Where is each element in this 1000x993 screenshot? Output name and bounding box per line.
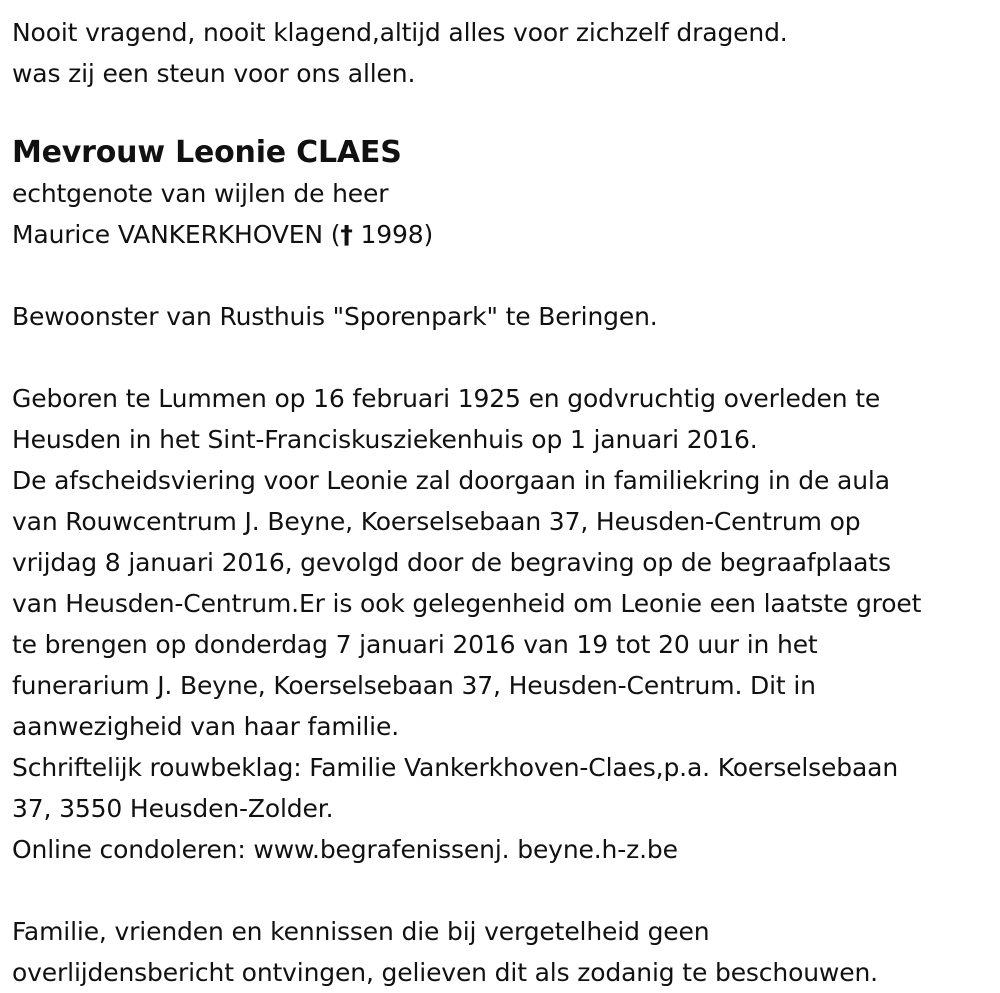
dagger-icon: † — [340, 220, 353, 249]
spacer-after-details — [12, 870, 994, 911]
spouse-year-suffix: 1998) — [352, 220, 434, 249]
spouse-name-prefix: Maurice VANKERKHOVEN ( — [12, 220, 341, 249]
residence-line: Bewoonster van Rusthuis "Sporenpark" te Beringen. — [12, 302, 658, 331]
spacer-after-residence — [12, 337, 994, 378]
closing-line-1: Familie, vrienden en kennissen die bij vergetelheid geen — [12, 917, 710, 946]
details-line-ceremony-3: vrijdag 8 januari 2016, gevolgd door de begraving op de begraafplaats — [12, 548, 891, 577]
details-line-visitation-4: aanwezigheid van haar familie. — [12, 712, 399, 741]
spacer-after-verse — [12, 94, 994, 132]
details-line-hospital: Heusden in het Sint-Franciskusziekenhuis op 1 januari 2016. — [12, 425, 758, 454]
verse-block — [12, 12, 994, 94]
deceased-name: Mevrouw Leonie CLAES — [12, 135, 402, 170]
verse-line-1: Nooit vragend, nooit klagend,altijd alles voor zichzelf dragend. — [12, 18, 788, 47]
spacer-after-deceased — [12, 255, 994, 296]
details-line-visitation-1: van Heusden-Centrum.Er is ook gelegenheid om Leonie een laatste groet — [12, 589, 922, 618]
details-line-birth-death: Geboren te Lummen op 16 februari 1925 en godvruchtig overleden te — [12, 384, 881, 413]
details-line-condolence-address-1: Schriftelijk rouwbeklag: Familie Vankerkhoven-Claes,p.a. Koerselsebaan — [12, 753, 899, 782]
details-line-ceremony-2: van Rouwcentrum J. Beyne, Koerselsebaan 37, Heusden-Centrum op — [12, 507, 861, 536]
details-line-visitation-3: funerarium J. Beyne, Koerselsebaan 37, Heusden-Centrum. Dit in — [12, 671, 816, 700]
deceased-relation: echtgenote van wijlen de heer — [12, 179, 389, 208]
details-line-visitation-2: te brengen op donderdag 7 januari 2016 van 19 tot 20 uur in het — [12, 630, 818, 659]
details-line-condolence-address-2: 37, 3550 Heusden-Zolder. — [12, 794, 334, 823]
verse-line-2: was zij een steun voor ons allen. — [12, 59, 416, 88]
residence-block — [12, 296, 994, 337]
deceased-block — [12, 132, 994, 255]
details-line-ceremony-1: De afscheidsviering voor Leonie zal doorgaan in familiekring in de aula — [12, 466, 890, 495]
closing-line-2: overlijdensbericht ontvingen, gelieven dit als zodanig te beschouwen. — [12, 958, 878, 987]
closing-block — [12, 911, 994, 993]
details-line-online-condolence: Online condoleren: www.begrafenissenj. beyne.h-z.be — [12, 835, 678, 864]
details-block — [12, 378, 994, 870]
deceased-spouse — [12, 214, 994, 255]
